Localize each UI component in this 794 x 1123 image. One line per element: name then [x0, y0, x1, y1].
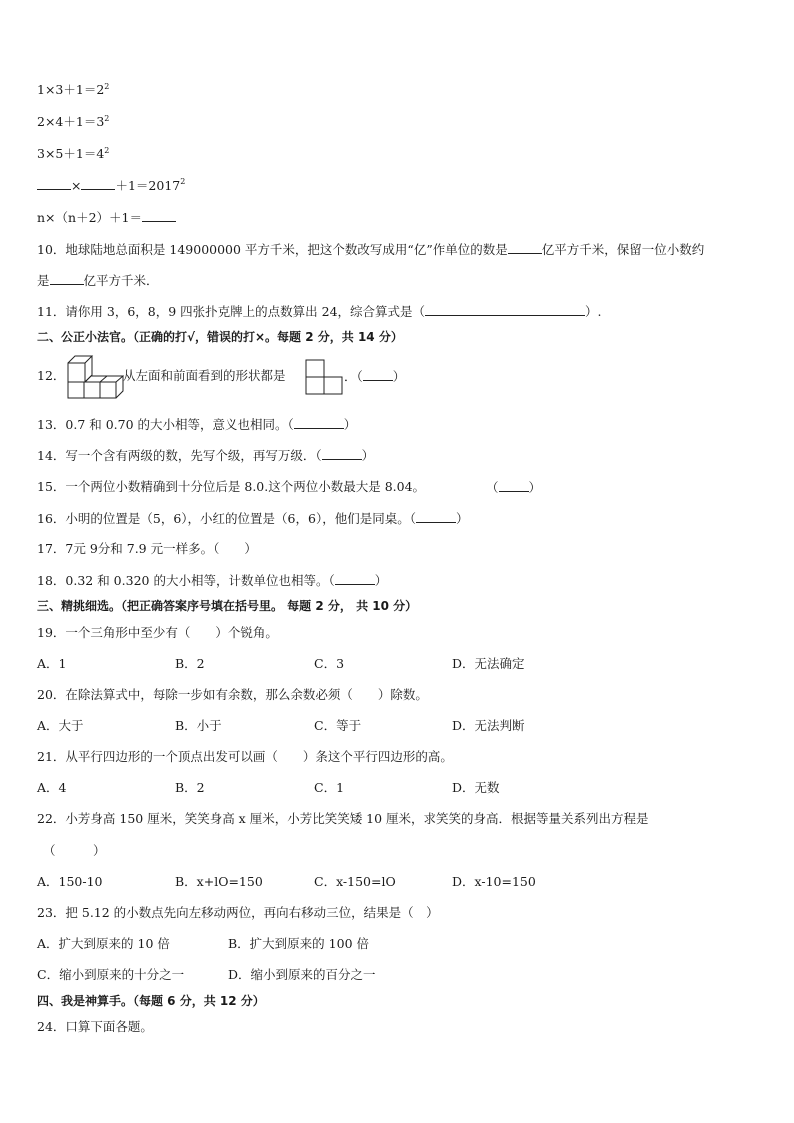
equation-line-3: $3\times 5+1=4^2$: [37, 146, 110, 161]
question-18: 18．0.32 和 0.320 的大小相等，计数单位也相等。（ ）: [37, 573, 388, 588]
question-22-paren: （ ）: [43, 843, 106, 858]
question-13: 13．0.7 和 0.70 的大小相等，意义也相同。（ ）: [37, 417, 357, 432]
option-c[interactable]: C．等于: [314, 718, 362, 733]
question-10-line-2: 是 亿平方千米．: [37, 273, 159, 288]
answer-blank[interactable]: [508, 241, 542, 254]
question-10-line-1: 10．地球陆地总面积是 149000000 平方千米，把这个数改写成用“亿”作单位的数是 亿平方千米，保留一位小数约: [37, 242, 705, 257]
option-a[interactable]: A．150-10: [37, 874, 103, 889]
answer-blank[interactable]: [37, 177, 71, 190]
option-b[interactable]: B．x+lO=150: [175, 874, 263, 889]
question-14: 14．写一个含有两级的数，先写个级，再写万级．（ ）: [37, 448, 375, 463]
option-a[interactable]: A．大于: [37, 718, 84, 733]
question-20: 20．在除法算式中，每除一步如有余数，那么余数必须（ ）除数。: [37, 687, 428, 702]
question-12-number: 12．: [37, 368, 66, 383]
answer-blank[interactable]: [425, 303, 585, 316]
equation-line-1: $1\times 3+1=2^2$: [37, 82, 110, 97]
question-11: 11．请你用 3，6，8，9 四张扑克牌上的点数算出 24，综合算式是（ ）.: [37, 304, 602, 319]
question-23: 23．把 5.12 的小数点先向左移动两位，再向右移动三位，结果是（ ）: [37, 905, 439, 920]
question-16: 16．小明的位置是（5，6），小红的位置是（6，6），他们是同桌。（ ）: [37, 511, 469, 526]
section-2-heading: 二、公正小法官。（正确的打√，错误的打×。每题 2 分，共 14 分）: [37, 330, 403, 344]
option-b[interactable]: B．扩大到原来的 100 倍: [228, 936, 369, 951]
cube-stack-figure: [64, 351, 124, 401]
answer-blank[interactable]: [142, 209, 176, 222]
question-17: 17．7元 9分和 7.9 元一样多。（ ）: [37, 541, 257, 556]
answer-blank[interactable]: [416, 510, 456, 523]
view-shape-figure: [305, 359, 345, 395]
option-c[interactable]: C．缩小到原来的十分之一: [37, 967, 185, 982]
answer-blank[interactable]: [322, 447, 362, 460]
option-b[interactable]: B．2: [175, 780, 205, 795]
answer-blank[interactable]: [81, 177, 115, 190]
answer-blank[interactable]: [499, 479, 529, 492]
question-24: 24．口算下面各题。: [37, 1019, 153, 1034]
option-d[interactable]: D．无数: [452, 780, 500, 795]
answer-blank[interactable]: [335, 572, 375, 585]
answer-blank[interactable]: [50, 272, 84, 285]
question-21: 21．从平行四边形的一个顶点出发可以画（ ）条这个平行四边形的高。: [37, 749, 453, 764]
question-19: 19．一个三角形中至少有（ ）个锐角。: [37, 625, 278, 640]
option-a[interactable]: A．4: [37, 780, 67, 795]
option-d[interactable]: D．无法判断: [452, 718, 525, 733]
option-c[interactable]: C．3: [314, 656, 345, 671]
answer-blank[interactable]: [363, 368, 393, 381]
question-15-answer: （ ）: [486, 480, 542, 495]
option-d[interactable]: D．无法确定: [452, 656, 525, 671]
question-12-answer: ．（ ）: [344, 369, 406, 384]
equation-line-2: $2\times 4+1=3^2$: [37, 114, 110, 129]
option-b[interactable]: B．小于: [175, 718, 222, 733]
section-3-heading: 三、精挑细选。（把正确答案序号填在括号里。 每题 2 分， 共 10 分）: [37, 599, 418, 613]
answer-blank[interactable]: [294, 416, 344, 429]
option-c[interactable]: C．x-150=lO: [314, 874, 396, 889]
question-15: 15．一个两位小数精确到十分位后是 8.0.这个两位小数最大是 8.04。: [37, 479, 426, 494]
option-b[interactable]: B．2: [175, 656, 205, 671]
section-4-heading: 四、我是神算手。（每题 6 分，共 12 分）: [37, 994, 265, 1008]
option-d[interactable]: D．x-10=150: [452, 874, 536, 889]
question-22: 22．小芳身高 150 厘米，笑笑身高 x 厘米，小芳比笑笑矮 10 厘米，求笑笑的身高．根据等量关系列出方程是: [37, 811, 649, 826]
equation-line-4: × $+1=2017^2$: [37, 177, 185, 194]
equation-line-5: n×（n＋2）＋1＝: [37, 209, 176, 226]
option-a[interactable]: A．1: [37, 656, 67, 671]
question-12-text: 从左面和前面看到的形状都是: [123, 368, 286, 383]
option-d[interactable]: D．缩小到原来的百分之一: [228, 967, 376, 982]
option-c[interactable]: C．1: [314, 780, 345, 795]
option-a[interactable]: A．扩大到原来的 10 倍: [37, 936, 170, 951]
